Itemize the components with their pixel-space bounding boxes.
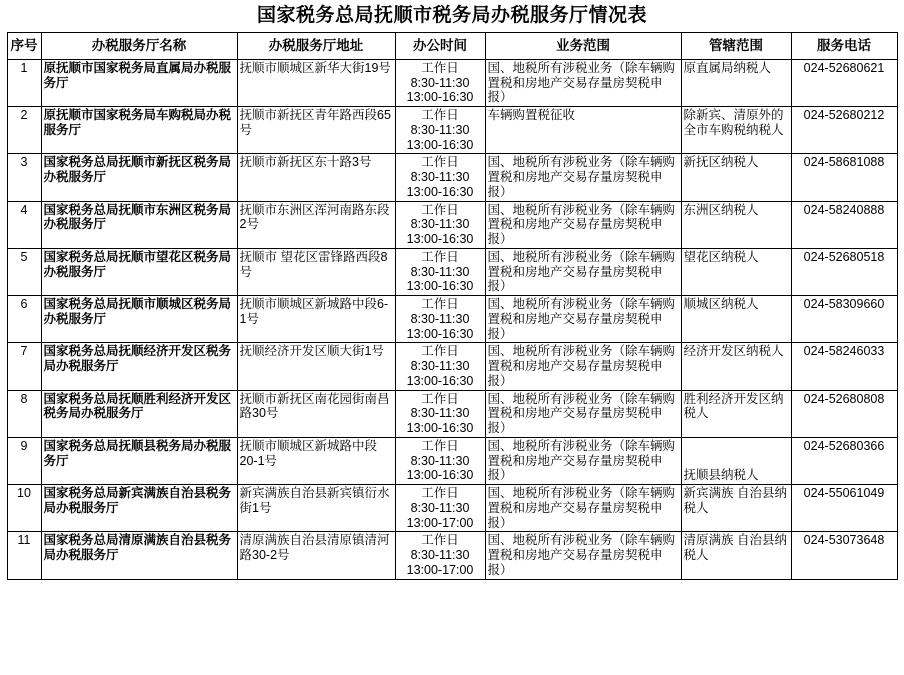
table-header: [7, 32, 897, 59]
office-hours-weekday: 工作日: [421, 438, 459, 453]
table-row: [7, 532, 897, 579]
cell-hall-name: 国家税务总局抚顺县税务局办税服务厅: [41, 437, 237, 484]
table-row: [7, 201, 897, 248]
column-header-jurisdiction: 管辖范围: [681, 32, 791, 59]
office-hours-morning: 8:30-11:30: [410, 311, 470, 326]
office-hours-weekday: 工作日: [421, 486, 459, 501]
cell-phone: 024-52680621: [791, 59, 897, 106]
cell-business-scope: 国、地税所有涉税业务（除车辆购置税和房地产交易存量房契税申报）: [485, 437, 681, 484]
office-hours-weekday: 工作日: [421, 60, 459, 75]
column-header-name: 办税服务厅名称: [41, 32, 237, 59]
cell-phone: 024-58681088: [791, 154, 897, 201]
column-header-address: 办税服务厅地址: [237, 32, 395, 59]
cell-hall-name: 国家税务总局抚顺胜利经济开发区税务局办税服务厅: [41, 390, 237, 437]
office-hours-afternoon: 13:00-16:30: [406, 279, 474, 294]
office-hours-weekday: 工作日: [421, 202, 459, 217]
cell-business-scope: 国、地税所有涉税业务（除车辆购置税和房地产交易存量房契税申报）: [485, 201, 681, 248]
office-hours-afternoon: 13:00-16:30: [406, 90, 474, 105]
cell-phone: 024-58246033: [791, 343, 897, 390]
cell-address: 抚顺市东洲区浑河南路东段2号: [237, 201, 395, 248]
office-hours-weekday: 工作日: [421, 391, 459, 406]
office-hours-morning: 8:30-11:30: [410, 406, 470, 421]
table-row: [7, 248, 897, 295]
cell-business-scope: 国、地税所有涉税业务（除车辆购置税和房地产交易存量房契税申报）: [485, 248, 681, 295]
cell-seq: 10: [7, 485, 41, 532]
office-hours-weekday: 工作日: [421, 108, 459, 123]
cell-seq: 7: [7, 343, 41, 390]
table-row: [7, 390, 897, 437]
cell-seq: 6: [7, 296, 41, 343]
cell-phone: 024-52680212: [791, 107, 897, 154]
office-hours-weekday: 工作日: [421, 297, 459, 312]
office-hours-morning: 8:30-11:30: [410, 453, 470, 468]
cell-hall-name: 国家税务总局新宾满族自治县税务局办税服务厅: [41, 485, 237, 532]
cell-address: 抚顺市顺城区新城路中段20-1号: [237, 437, 395, 484]
cell-jurisdiction: 望花区纳税人: [681, 248, 791, 295]
cell-seq: 4: [7, 201, 41, 248]
cell-jurisdiction: 清原满族 自治县纳税人: [681, 532, 791, 579]
cell-hall-name: 国家税务总局抚顺市顺城区税务局办税服务厅: [41, 296, 237, 343]
cell-address: 抚顺市顺城区新城路中段6-1号: [237, 296, 395, 343]
cell-seq: 8: [7, 390, 41, 437]
cell-office-hours: [395, 532, 485, 579]
cell-business-scope: 国、地税所有涉税业务（除车辆购置税和房地产交易存量房契税申报）: [485, 343, 681, 390]
office-hours-morning: 8:30-11:30: [410, 359, 470, 374]
table-row: [7, 485, 897, 532]
cell-address: 抚顺市顺城区新华大街19号: [237, 59, 395, 106]
table-body: [7, 59, 897, 579]
cell-jurisdiction: 新抚区纳税人: [681, 154, 791, 201]
table-row: [7, 107, 897, 154]
cell-office-hours: [395, 107, 485, 154]
office-hours-morning: 8:30-11:30: [410, 548, 470, 563]
cell-address: 抚顺市 望花区雷锋路西段8号: [237, 248, 395, 295]
office-hours-afternoon: 13:00-16:30: [406, 232, 474, 247]
cell-jurisdiction: 东洲区纳税人: [681, 201, 791, 248]
cell-seq: 1: [7, 59, 41, 106]
cell-business-scope: 国、地税所有涉税业务（除车辆购置税和房地产交易存量房契税申报）: [485, 485, 681, 532]
cell-hall-name: 国家税务总局抚顺市望花区税务局办税服务厅: [41, 248, 237, 295]
cell-business-scope: 国、地税所有涉税业务（除车辆购置税和房地产交易存量房契税申报）: [485, 154, 681, 201]
cell-phone: 024-52680518: [791, 248, 897, 295]
office-hours-morning: 8:30-11:30: [410, 122, 470, 137]
cell-hall-name: 原抚顺市国家税务局直属局办税服务厅: [41, 59, 237, 106]
cell-office-hours: [395, 201, 485, 248]
office-hours-morning: 8:30-11:30: [410, 217, 470, 232]
cell-office-hours: [395, 296, 485, 343]
cell-phone: 024-58309660: [791, 296, 897, 343]
office-hours-afternoon: 13:00-17:00: [406, 515, 474, 530]
office-hours-afternoon: 13:00-16:30: [406, 184, 474, 199]
cell-office-hours: [395, 248, 485, 295]
cell-address: 清原满族自治县清原镇清河路30-2号: [237, 532, 395, 579]
table-header-row: [7, 32, 897, 59]
page-title: 国家税务总局抚顺市税务局办税服务厅情况表: [256, 5, 647, 26]
column-header-phone: 服务电话: [791, 32, 897, 59]
cell-phone: 024-58240888: [791, 201, 897, 248]
column-header-office-hours: 办公时间: [395, 32, 485, 59]
cell-seq: 2: [7, 107, 41, 154]
column-header-business-scope: 业务范围: [485, 32, 681, 59]
cell-office-hours: [395, 485, 485, 532]
office-hours-afternoon: 13:00-17:00: [406, 562, 474, 577]
office-hours-afternoon: 13:00-16:30: [406, 137, 474, 152]
cell-jurisdiction: 顺城区纳税人: [681, 296, 791, 343]
office-hours-afternoon: 13:00-16:30: [406, 421, 474, 436]
office-hours-weekday: 工作日: [421, 249, 459, 264]
table-row: [7, 343, 897, 390]
table-row: [7, 154, 897, 201]
office-hours-morning: 8:30-11:30: [410, 75, 470, 90]
cell-office-hours: [395, 437, 485, 484]
cell-jurisdiction: 胜利经济开发区纳税人: [681, 390, 791, 437]
office-hours-afternoon: 13:00-16:30: [406, 373, 474, 388]
cell-office-hours: [395, 59, 485, 106]
cell-hall-name: 国家税务总局清原满族自治县税务局办税服务厅: [41, 532, 237, 579]
cell-hall-name: 国家税务总局抚顺市东洲区税务局办税服务厅: [41, 201, 237, 248]
table-row: [7, 296, 897, 343]
cell-jurisdiction: 抚顺县纳税人: [681, 437, 791, 484]
cell-address: 抚顺市新抚区南花园街南昌路30号: [237, 390, 395, 437]
office-hours-weekday: 工作日: [421, 155, 459, 170]
cell-jurisdiction: 除新宾、清原外的全市车购税纳税人: [681, 107, 791, 154]
cell-seq: 3: [7, 154, 41, 201]
cell-business-scope: 国、地税所有涉税业务（除车辆购置税和房地产交易存量房契税申报）: [485, 390, 681, 437]
cell-business-scope: 国、地税所有涉税业务（除车辆购置税和房地产交易存量房契税申报）: [485, 296, 681, 343]
cell-phone: 024-52680366: [791, 437, 897, 484]
cell-office-hours: [395, 154, 485, 201]
office-hours-afternoon: 13:00-16:30: [406, 468, 474, 483]
office-hours-weekday: 工作日: [421, 533, 459, 548]
cell-hall-name: 国家税务总局抚顺经济开发区税务局办税服务厅: [41, 343, 237, 390]
cell-business-scope: 车辆购置税征收: [485, 107, 681, 154]
cell-phone: 024-55061049: [791, 485, 897, 532]
cell-address: 抚顺经济开发区顺大街1号: [237, 343, 395, 390]
cell-address: 抚顺市新抚区青年路西段65号: [237, 107, 395, 154]
cell-jurisdiction: 经济开发区纳税人: [681, 343, 791, 390]
cell-phone: 024-52680808: [791, 390, 897, 437]
office-hours-morning: 8:30-11:30: [410, 170, 470, 185]
cell-business-scope: 国、地税所有涉税业务（除车辆购置税和房地产交易存量房契税申报）: [485, 59, 681, 106]
cell-business-scope: 国、地税所有涉税业务（除车辆购置税和房地产交易存量房契税申报）: [485, 532, 681, 579]
cell-phone: 024-53073648: [791, 532, 897, 579]
cell-address: 新宾满族自治县新宾镇衍水街1号: [237, 485, 395, 532]
cell-office-hours: [395, 343, 485, 390]
office-hours-morning: 8:30-11:30: [410, 264, 470, 279]
service-hall-table: [7, 32, 898, 580]
office-hours-morning: 8:30-11:30: [410, 500, 470, 515]
cell-hall-name: 原抚顺市国家税务局车购税局办税服务厅: [41, 107, 237, 154]
table-row: [7, 59, 897, 106]
cell-address: 抚顺市新抚区东十路3号: [237, 154, 395, 201]
cell-office-hours: [395, 390, 485, 437]
office-hours-weekday: 工作日: [421, 344, 459, 359]
column-header-seq: 序号: [7, 32, 41, 59]
cell-hall-name: 国家税务总局抚顺市新抚区税务局办税服务厅: [41, 154, 237, 201]
cell-seq: 9: [7, 437, 41, 484]
cell-seq: 11: [7, 532, 41, 579]
cell-jurisdiction: 原直属局纳税人: [681, 59, 791, 106]
cell-jurisdiction: 新宾满族 自治县纳税人: [681, 485, 791, 532]
cell-seq: 5: [7, 248, 41, 295]
table-row: [7, 437, 897, 484]
office-hours-afternoon: 13:00-16:30: [406, 326, 474, 341]
